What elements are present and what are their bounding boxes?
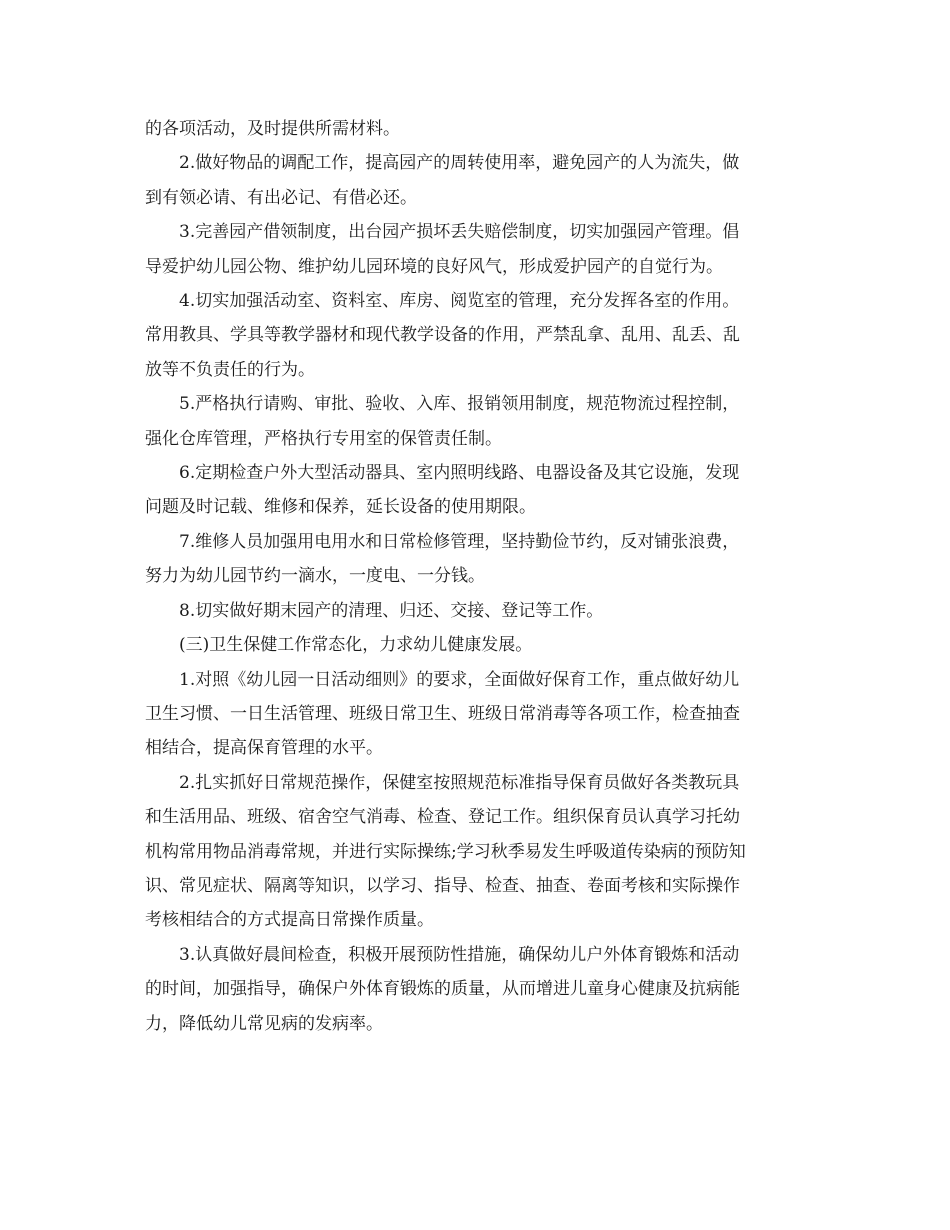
- text-line: 导爱护幼儿园公物、维护幼儿园环境的良好风气，形成爱护园产的自觉行为。: [145, 256, 723, 277]
- text-line: 考核相结合的方式提高日常操作质量。: [145, 910, 434, 931]
- text-line: 3.完善园产借领制度，出台园产损坏丢失赔偿制度，切实加强园产管理。倡: [179, 222, 740, 243]
- document-body: [145, 112, 810, 1041]
- text-line: 4.切实加强活动室、资料室、库房、阅览室的管理，充分发挥各室的作用。: [179, 291, 740, 312]
- paragraph: [145, 663, 810, 766]
- text-line: 问题及时记载、维修和保养，延长设备的使用期限。: [145, 497, 536, 518]
- text-line: 和生活用品、班级、宿舍空气消毒、检查、登记工作。组织保育员认真学习托幼: [145, 807, 740, 828]
- text-line: 放等不负责任的行为。: [145, 359, 315, 380]
- text-line: 7.维修人员加强用电用水和日常检修管理，坚持勤俭节约，反对铺张浪费，: [179, 531, 740, 552]
- paragraph: [145, 112, 810, 146]
- paragraph: [145, 146, 810, 215]
- text-line: 2.扎实抓好日常规范操作，保健室按照规范标准指导保育员做好各类教玩具: [179, 772, 740, 793]
- text-line: 2.做好物品的调配工作，提高园产的周转使用率，避免园产的人为流失，做: [179, 153, 740, 174]
- text-line: 机构常用物品消毒常规，并进行实际操练;学习秋季易发生呼吸道传染病的预防知: [145, 841, 746, 862]
- text-line: 常用教具、学具等教学器材和现代教学设备的作用，严禁乱拿、乱用、乱丢、乱: [145, 325, 740, 346]
- text-line: 3.认真做好晨间检查，积极开展预防性措施，确保幼儿户外体育锻炼和活动: [179, 944, 740, 965]
- paragraph: [145, 594, 810, 628]
- text-line: 力，降低幼儿常见病的发病率。: [145, 1013, 383, 1034]
- text-line: (三)卫生保健工作常态化，力求幼儿健康发展。: [179, 635, 533, 656]
- text-line: 卫生习惯、一日生活管理、班级日常卫生、班级日常消毒等各项工作，检查抽查: [145, 703, 740, 724]
- paragraph: [145, 387, 810, 456]
- paragraph: [145, 938, 810, 1041]
- text-line: 识、常见症状、隔离等知识，以学习、指导、检查、抽查、卷面考核和实际操作: [145, 875, 740, 896]
- paragraph: [145, 284, 810, 387]
- text-line: 的各项活动，及时提供所需材料。: [145, 119, 400, 139]
- text-line: 强化仓库管理，严格执行专用室的保管责任制。: [145, 428, 502, 449]
- paragraph: [145, 766, 810, 938]
- text-line: 1.对照《幼儿园一日活动细则》的要求，全面做好保育工作，重点做好幼儿: [179, 669, 740, 690]
- paragraph: [145, 628, 810, 662]
- text-line: 相结合，提高保育管理的水平。: [145, 738, 383, 759]
- text-line: 8.切实做好期末园产的清理、归还、交接、登记等工作。: [179, 600, 604, 621]
- paragraph: [145, 215, 810, 284]
- text-line: 6.定期检查户外大型活动器具、室内照明线路、电器设备及其它设施，发现: [179, 463, 740, 484]
- paragraph: [145, 525, 810, 594]
- text-line: 5.严格执行请购、审批、验收、入库、报销领用制度，规范物流过程控制，: [179, 394, 740, 415]
- text-line: 的时间，加强指导，确保户外体育锻炼的质量，从而增进儿童身心健康及抗病能: [145, 979, 740, 1000]
- text-line: 努力为幼儿园节约一滴水，一度电、一分钱。: [145, 566, 485, 587]
- text-line: 到有领必请、有出必记、有借必还。: [145, 187, 417, 208]
- paragraph: [145, 456, 810, 525]
